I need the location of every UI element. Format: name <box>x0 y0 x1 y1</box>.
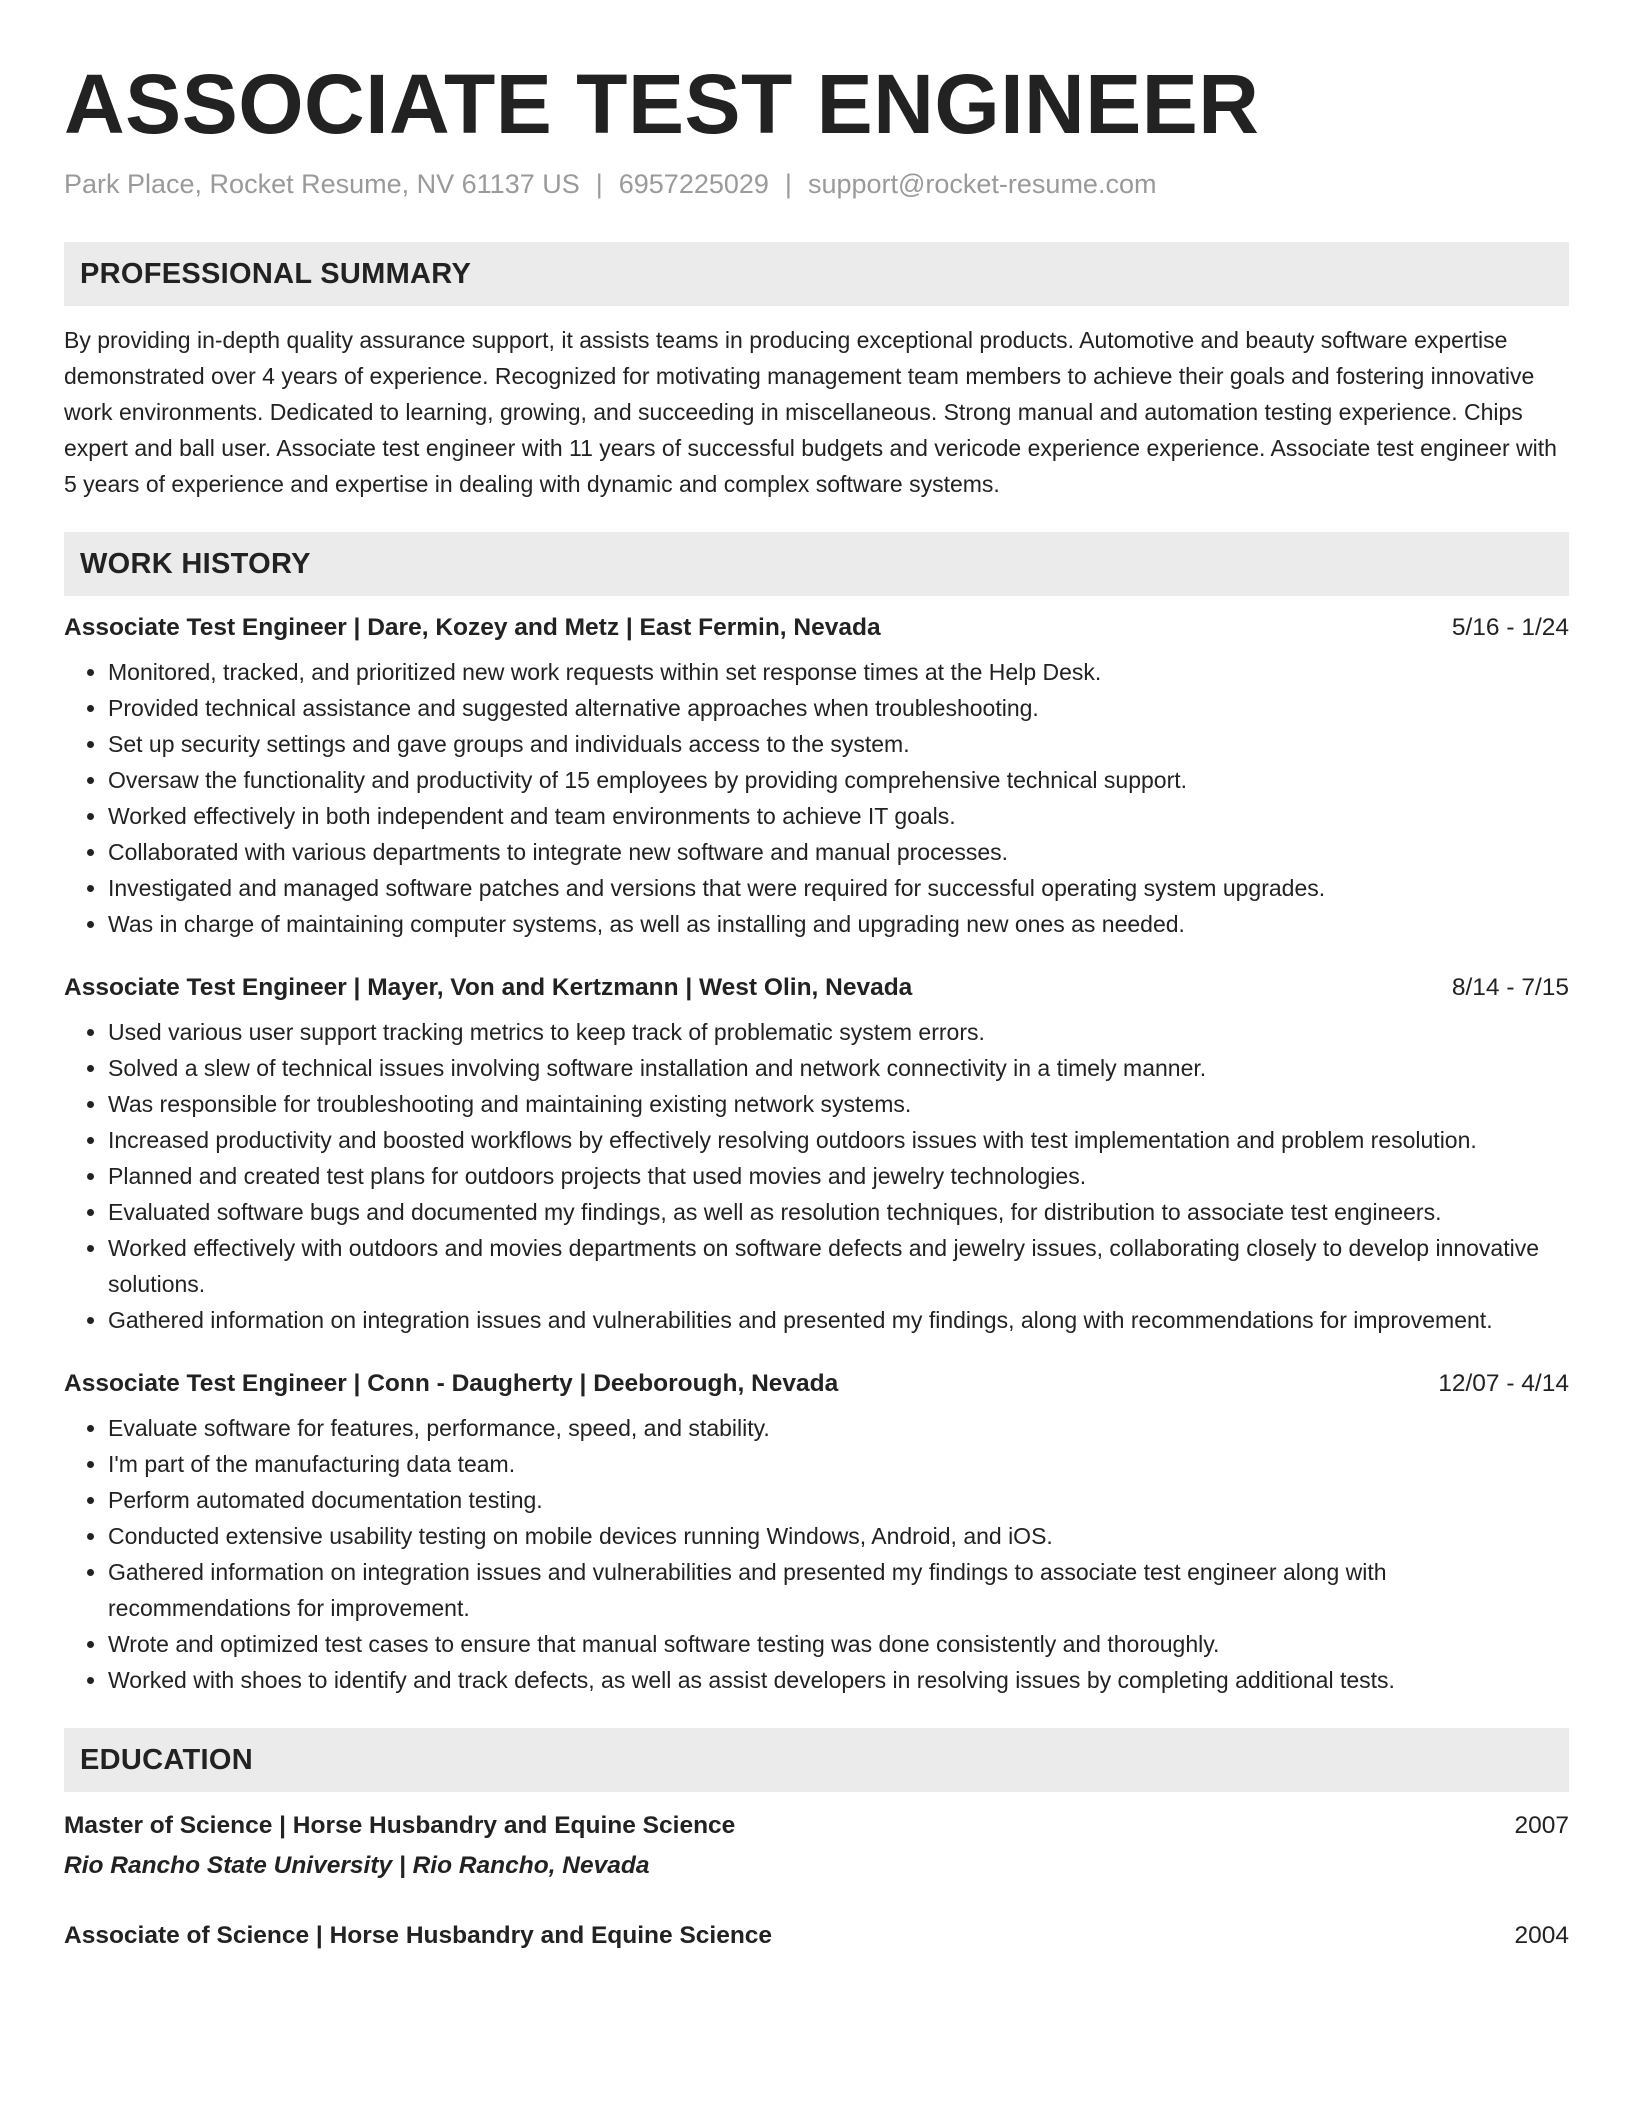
education-school: Rio Rancho State University | Rio Rancho, Nevada <box>64 1852 650 1879</box>
job-bullet: • Monitored, tracked, and prioritized new work requests within set response times at the Help Desk. <box>108 654 1569 690</box>
education-year: 2007 <box>1514 1812 1569 1839</box>
job-bullets <box>64 654 1569 942</box>
job-bullet: • Investigated and managed software patches and versions that were required for successful operating system upgrades. <box>108 870 1569 906</box>
education-year: 2004 <box>1514 1922 1569 1949</box>
job-title: Associate Test Engineer | Dare, Kozey and Metz | East Fermin, Nevada <box>64 614 881 641</box>
education-header <box>64 1808 1569 1844</box>
job-bullet: • I'm part of the manufacturing data team. <box>108 1446 1569 1482</box>
education-degree: Master of Science | Horse Husbandry and Equine Science <box>64 1812 736 1839</box>
job-header <box>64 970 1569 1006</box>
job-bullet: • Worked effectively with outdoors and movies departments on software defects and jewelry issues, collaborating closely to develop innovative solutions. <box>108 1230 1569 1302</box>
section-heading-summary: PROFESSIONAL SUMMARY <box>64 242 1569 306</box>
summary-paragraph: By providing in-depth quality assurance support, it assists teams in producing exceptional products. Automotive and beauty software expertise demonstrated over 4 years of experience. Recognized for motivating management team members to achieve their goals and fostering innovative work environments. Dedicated to learning, growing, and succeeding in miscellaneous. Strong manual and automation testing experience. Chips expert and ball user. Associate test engineer with 11 years of successful budgets and vericode experience experience. Associate test engineer with 5 years of experience and expertise in dealing with dynamic and complex software systems. <box>64 327 1557 497</box>
job-bullet: • Oversaw the functionality and productivity of 15 employees by providing comprehensive technical support. <box>108 762 1569 798</box>
resume-name: ASSOCIATE TEST ENGINEER <box>64 57 1260 151</box>
contact-email: support@rocket-resume.com <box>807 169 1157 199</box>
job-bullets <box>64 1014 1569 1338</box>
job-header <box>64 1366 1569 1402</box>
job-bullet: • Wrote and optimized test cases to ensure that manual software testing was done consistently and thoroughly. <box>108 1626 1569 1662</box>
job-header <box>64 610 1569 646</box>
job-bullet: • Worked effectively in both independent and team environments to achieve IT goals. <box>108 798 1569 834</box>
contact-phone: 6957225029 <box>618 169 769 199</box>
job-title: Associate Test Engineer | Conn - Daugherty | Deeborough, Nevada <box>64 1370 839 1397</box>
job-dates: 8/14 - 7/15 <box>1451 974 1569 1001</box>
contact-line <box>64 166 1569 202</box>
job-entry <box>64 1366 1569 1698</box>
job-bullets <box>64 1410 1569 1698</box>
job-bullet: • Perform automated documentation testing. <box>108 1482 1569 1518</box>
contact-separator: | <box>784 169 792 199</box>
section-heading-education: EDUCATION <box>64 1728 1569 1792</box>
job-bullet: • Conducted extensive usability testing on mobile devices running Windows, Android, and iOS. <box>108 1518 1569 1554</box>
job-bullet: • Solved a slew of technical issues involving software installation and network connectivity in a timely manner. <box>108 1050 1569 1086</box>
job-bullet: • Gathered information on integration issues and vulnerabilities and presented my findings, along with recommendations for improvement. <box>108 1302 1569 1338</box>
job-entry <box>64 610 1569 942</box>
job-dates: 5/16 - 1/24 <box>1451 614 1569 641</box>
education-degree: Associate of Science | Horse Husbandry and Equine Science <box>64 1922 773 1949</box>
job-bullet: • Evaluate software for features, performance, speed, and stability. <box>108 1410 1569 1446</box>
contact-separator: | <box>595 169 603 199</box>
job-entry <box>64 970 1569 1338</box>
job-bullet: • Worked with shoes to identify and track defects, as well as assist developers in resolving issues by completing additional tests. <box>108 1662 1569 1698</box>
job-bullet: • Increased productivity and boosted workflows by effectively resolving outdoors issues with test implementation and problem resolution. <box>108 1122 1569 1158</box>
job-bullet: • Gathered information on integration issues and vulnerabilities and presented my findings to associate test engineer along with recommendations for improvement. <box>108 1554 1569 1626</box>
job-dates: 12/07 - 4/14 <box>1438 1370 1569 1397</box>
job-bullet: • Collaborated with various departments to integrate new software and manual processes. <box>108 834 1569 870</box>
job-bullet: • Planned and created test plans for outdoors projects that used movies and jewelry technologies. <box>108 1158 1569 1194</box>
job-title: Associate Test Engineer | Mayer, Von and Kertzmann | West Olin, Nevada <box>64 974 913 1001</box>
job-bullet: • Was responsible for troubleshooting and maintaining existing network systems. <box>108 1086 1569 1122</box>
education-entry <box>64 1808 1569 1884</box>
job-bullet: • Used various user support tracking metrics to keep track of problematic system errors. <box>108 1014 1569 1050</box>
education-header <box>64 1918 1569 1954</box>
job-bullet: • Evaluated software bugs and documented my findings, as well as resolution techniques, for distribution to associate test engineers. <box>108 1194 1569 1230</box>
contact-address: Park Place, Rocket Resume, NV 61137 US <box>64 169 580 199</box>
job-bullet: • Was in charge of maintaining computer systems, as well as installing and upgrading new ones as needed. <box>108 906 1569 942</box>
section-heading-work-history: WORK HISTORY <box>64 532 1569 596</box>
job-bullet: • Set up security settings and gave groups and individuals access to the system. <box>108 726 1569 762</box>
job-bullet: • Provided technical assistance and suggested alternative approaches when troubleshooting. <box>108 690 1569 726</box>
education-entry <box>64 1918 1569 1954</box>
